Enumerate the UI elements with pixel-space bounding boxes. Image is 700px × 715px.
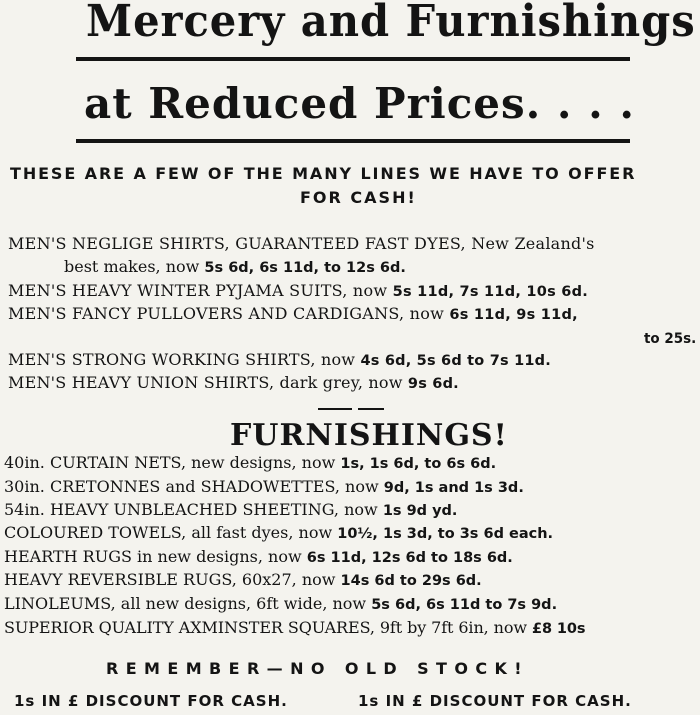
furnishing-item-8: SUPERIOR QUALITY AXMINSTER SQUARES, 9ft by 7ft 6in, now £8 10s: [4, 618, 586, 637]
furnishing-item-6: HEAVY REVERSIBLE RUGS, 60x27, now 14s 6d to 29s 6d.: [4, 570, 482, 589]
title-line-2: at Reduced Prices. . . .: [84, 79, 636, 128]
price: 5s 6d, 6s 11d to 7s 9d.: [371, 597, 558, 613]
furnishing-item-5: HEARTH RUGS in new designs, now 6s 11d, 12s 6d to 18s 6d.: [4, 547, 513, 566]
title-line-1: Mercery and Furnishings: [86, 0, 696, 47]
price: 9d, 1s and 1s 3d.: [383, 480, 524, 496]
price: £8 10s: [531, 621, 586, 637]
furnishing-item-4: COLOURED TOWELS, all fast dyes, now 10½, 1s 3d, to 3s 6d each.: [4, 523, 554, 542]
price: 5s 6d, 6s 11d, to 12s 6d.: [204, 260, 406, 276]
furnishing-item-7: LINOLEUMS, all new designs, 6ft wide, now 5s 6d, 6s 11d to 7s 9d.: [4, 594, 558, 613]
price: 5s 11d, 7s 11d, 10s 6d.: [392, 284, 588, 300]
mens-item-3: MEN'S FANCY PULLOVERS AND CARDIGANS, now 6s 11d, 9s 11d,: [8, 304, 578, 323]
mens-item-5: MEN'S HEAVY UNION SHIRTS, dark grey, now 9s 6d.: [8, 373, 459, 392]
mens-item-3-cont: [644, 330, 696, 347]
price: 1s, 1s 6d, to 6s 6d.: [340, 456, 497, 472]
mens-item-4: MEN'S STRONG WORKING SHIRTS, now 4s 6d, 5s 6d to 7s 11d.: [8, 350, 551, 369]
furnishing-item-2: 30in. CRETONNES and SHADOWETTES, now 9d, 1s and 1s 3d.: [4, 477, 524, 496]
divider-dash-right: [358, 408, 384, 410]
discount-right: 1s IN £ DISCOUNT FOR CASH.: [358, 692, 632, 710]
mens-item-1: MEN'S NEGLIGE SHIRTS, GUARANTEED FAST DYES, New Zealand's: [8, 234, 595, 253]
remember-line: REMEMBER—NO OLD STOCK!: [106, 659, 529, 678]
mens-item-2: MEN'S HEAVY WINTER PYJAMA SUITS, now 5s 11d, 7s 11d, 10s 6d.: [8, 281, 588, 300]
price: 1s 9d yd.: [382, 503, 458, 519]
title-rule-bottom: [76, 139, 630, 143]
intro-line-1: THESE ARE A FEW OF THE MANY LINES WE HAVE TO OFFER: [10, 164, 637, 183]
title-rule-top: [76, 57, 630, 61]
price: 6s 11d, 9s 11d,: [449, 307, 578, 323]
price: 10½, 1s 3d, to 3s 6d each.: [337, 526, 554, 542]
intro-line-2: FOR CASH!: [300, 188, 417, 207]
furnishings-heading: FURNISHINGS!: [230, 418, 508, 453]
price: 4s 6d, 5s 6d to 7s 11d.: [360, 353, 551, 369]
price: to 25s.: [644, 331, 697, 347]
furnishing-item-1: 40in. CURTAIN NETS, new designs, now 1s, 1s 6d, to 6s 6d.: [4, 453, 497, 472]
price: 14s 6d to 29s 6d.: [340, 573, 482, 589]
divider-dash-left: [318, 408, 352, 410]
mens-item-1-cont: best makes, now 5s 6d, 6s 11d, to 12s 6d.: [64, 257, 406, 276]
furnishing-item-3: 54in. HEAVY UNBLEACHED SHEETING, now 1s 9d yd.: [4, 500, 458, 519]
discount-left: 1s IN £ DISCOUNT FOR CASH.: [14, 692, 288, 710]
price: 6s 11d, 12s 6d to 18s 6d.: [306, 550, 513, 566]
price: 9s 6d.: [407, 376, 459, 392]
